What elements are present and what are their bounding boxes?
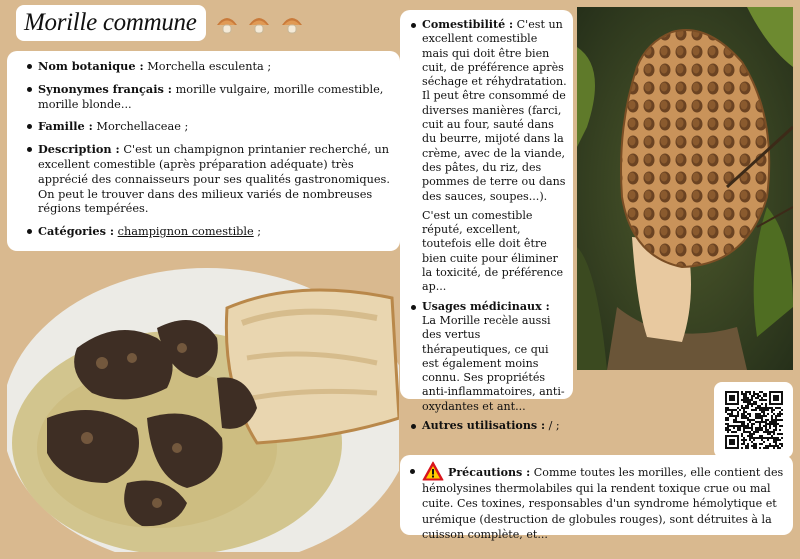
- medicinal-item: Usages médicinaux : La Morille recèle aussi des vertus thérapeutiques, ce qui est également moins connu. Ses propriétés anti-inflammatoires, anti-oxydantes et ant...: [410, 300, 567, 414]
- page-title: Morille commune: [24, 9, 197, 36]
- qr-code[interactable]: [725, 391, 783, 449]
- other-uses-item: Autres utilisations : / ;: [410, 419, 567, 433]
- mushroom-icon: [216, 13, 238, 35]
- qr-card[interactable]: [714, 382, 793, 458]
- edibility-item: Comestibilité : C'est un excellent comestible mais qui doit être bien cuit, de préférence après séchage et réhydratation. Il peut être consommé de diverses manières (farci, cuit au four, sauté dans du beurre, mijoté dans la crème, avec de la viande, des pâtes, du riz, des pommes de terre ou dans des sauces, soupes...). C'est un comestible réputé, excellent, toutefois elle doit être bien cuite pour éliminer la toxicité, de préférence ap...: [410, 18, 567, 295]
- mushroom-icon: [248, 13, 270, 35]
- categories-item: Catégories : champignon comestible ;: [29, 224, 390, 240]
- category-link[interactable]: champignon comestible: [117, 225, 254, 239]
- title-card: [16, 5, 206, 41]
- family-item: Famille : Morchellaceae ;: [29, 119, 390, 135]
- mushroom-icon: [281, 13, 303, 35]
- precautions-card: Précautions : Comme toutes les morilles, elle contient des hémolysines thermolabiles qui la rendent toxique crue ou mal cuite. Ces toxines, responsables d'un syndrome hémolytique et urémique (destruction de globules rouges), sont détruites à la cuisson complète, et...: [400, 455, 793, 535]
- description-item: Description : C'est un champignon printanier recherché, un excellent comestible (après préparation adéquate) très apprécié des connaisseurs pour ses qualités gastronomiques. On peut le trouver dans des milieux variés de nombreuses régions tempérées.: [29, 142, 390, 217]
- info-card: [7, 51, 400, 251]
- botanical-name-item: Nom botanique : Morchella esculenta ;: [29, 59, 390, 75]
- uses-card: [400, 10, 573, 433]
- morel-photo: [577, 7, 793, 370]
- dish-photo: [7, 268, 399, 552]
- warning-icon: [422, 461, 444, 481]
- synonyms-item: Synonymes français : morille vulgaire, morille comestible, morille blonde...: [29, 82, 390, 113]
